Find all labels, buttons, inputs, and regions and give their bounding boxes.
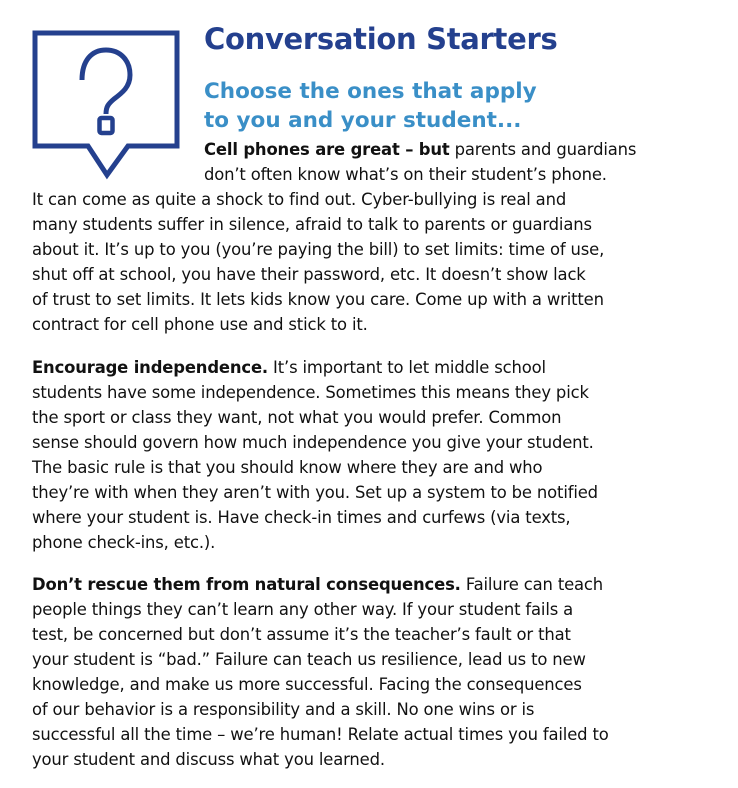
paragraph-line: of our behavior is a responsibility and a skill. No one wins or is [32, 700, 535, 719]
paragraph-cell-phones [32, 137, 636, 337]
paragraph-line: of trust to set limits. It lets kids know you care. Come up with a written [32, 290, 604, 309]
page-title: Conversation Starters [204, 22, 558, 56]
paragraph-line: The basic rule is that you should know where they are and who [32, 458, 543, 477]
paragraph-line: your student and discuss what you learned. [32, 750, 385, 769]
paragraph-line: about it. It’s up to you (you’re paying the bill) to set limits: time of use, [32, 240, 605, 259]
paragraph-independence [32, 355, 598, 555]
paragraph-line: where your student is. Have check-in times and curfews (via texts, [32, 508, 571, 527]
paragraph-line: successful all the time – we’re human! Relate actual times you failed to [32, 725, 609, 744]
paragraph-line: test, be concerned but don’t assume it’s the teacher’s fault or that [32, 625, 571, 644]
paragraph-line: Don’t rescue them from natural consequences. Failure can teach [32, 575, 604, 594]
page-subtitle [204, 77, 537, 135]
paragraph-line: they’re with when they aren’t with you. Set up a system to be notified [32, 483, 598, 502]
paragraph-lead: Encourage independence. [32, 358, 268, 377]
paragraph-consequences [32, 572, 609, 772]
paragraph-line: shut off at school, you have their password, etc. It doesn’t show lack [32, 265, 586, 284]
paragraph-line: contract for cell phone use and stick to it. [32, 315, 368, 334]
paragraph-line: Encourage independence. It’s important to let middle school [32, 358, 546, 377]
paragraph-line: students have some independence. Sometimes this means they pick [32, 383, 589, 402]
paragraph-lead: Don’t rescue them from natural consequences. [32, 575, 461, 594]
paragraph-line: don’t often know what’s on their student’s phone. [204, 165, 607, 184]
paragraph-line: the sport or class they want, not what you would prefer. Common [32, 408, 562, 427]
subtitle-line: Choose the ones that apply [204, 79, 537, 104]
paragraph-line: phone check-ins, etc.). [32, 533, 216, 552]
paragraph-line: sense should govern how much independence you give your student. [32, 433, 594, 452]
paragraph-line: many students suffer in silence, afraid to talk to parents or guardians [32, 215, 592, 234]
paragraph-line: knowledge, and make us more successful. Facing the consequences [32, 675, 582, 694]
paragraph-line: It can come as quite a shock to find out. Cyber-bullying is real and [32, 190, 567, 209]
paragraph-lead: Cell phones are great – but [204, 140, 450, 159]
paragraph-line: Cell phones are great – but parents and guardians [204, 140, 637, 159]
paragraph-line: people things they can’t learn any other way. If your student fails a [32, 600, 574, 619]
paragraph-line: your student is “bad.” Failure can teach us resilience, lead us to new [32, 650, 586, 669]
subtitle-line: to you and your student... [204, 108, 522, 133]
